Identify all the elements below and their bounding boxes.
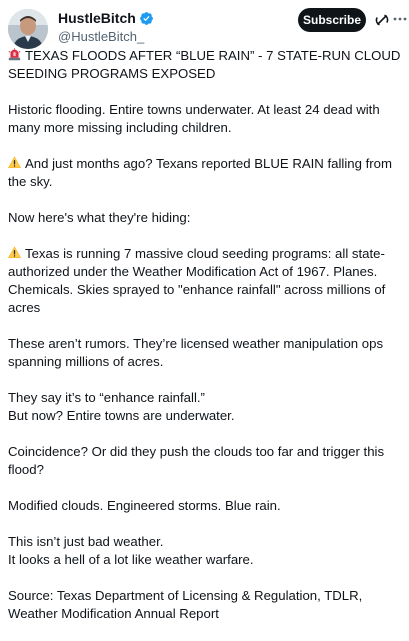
- more-options-icon[interactable]: [392, 11, 408, 27]
- paragraph-4: [8, 245, 406, 317]
- paragraph-9-line-1: This isn’t just bad weather.: [8, 534, 164, 549]
- paragraph-2: [8, 155, 406, 191]
- paragraph-6-line-2: But now? Entire towns are underwater.: [8, 408, 235, 423]
- paragraph-2-text: And just months ago? Texans reported BLUE RAIN falling from the sky.: [8, 156, 392, 189]
- avatar[interactable]: [8, 9, 48, 49]
- post-header: [0, 0, 409, 48]
- paragraph-6: [8, 389, 406, 425]
- paragraph-6-line-1: They say it’s to “enhance rainfall.”: [8, 390, 205, 405]
- display-name-row: [58, 9, 154, 27]
- paragraph-9-line-2: It looks a hell of a lot like weather warfare.: [8, 552, 254, 567]
- grok-icon[interactable]: [374, 12, 390, 28]
- source-paragraph: Source: Texas Department of Licensing & Regulation, TDLR, Weather Modification Annual Report: [8, 588, 363, 621]
- author-info: [58, 9, 154, 44]
- display-name[interactable]: HustleBitch: [58, 10, 136, 26]
- police-light-emoji-icon: [8, 48, 21, 61]
- warning-emoji-icon: [8, 156, 21, 169]
- post-text: [8, 47, 406, 641]
- post-headline: [8, 47, 406, 83]
- paragraph-1: Historic flooding. Entire towns underwater. At least 24 dead with many more missing including children.: [8, 102, 380, 135]
- author-handle[interactable]: @HustleBitch_: [58, 29, 145, 44]
- subscribe-button[interactable]: Subscribe: [298, 8, 366, 32]
- paragraph-7: Coincidence? Or did they push the clouds too far and trigger this flood?: [8, 444, 385, 477]
- warning-emoji-icon: [8, 246, 21, 259]
- profile-photo-icon: [8, 9, 48, 49]
- paragraph-9: [8, 533, 406, 569]
- paragraph-8: Modified clouds. Engineered storms. Blue rain.: [8, 498, 281, 513]
- verified-badge-icon: [139, 11, 154, 26]
- paragraph-3: Now here's what they're hiding:: [8, 210, 191, 225]
- headline-text: TEXAS FLOODS AFTER “BLUE RAIN” - 7 STATE-RUN CLOUD SEEDING PROGRAMS EXPOSED: [8, 48, 401, 81]
- paragraph-4-text: Texas is running 7 massive cloud seeding programs: all state-authorized under the Weather Modification Act of 1967. Planes. Chemicals. Skies sprayed to "enhance rainfall" across millions of acres: [8, 246, 386, 315]
- paragraph-5: These aren’t rumors. They’re licensed weather manipulation ops spanning millions of acres.: [8, 336, 384, 369]
